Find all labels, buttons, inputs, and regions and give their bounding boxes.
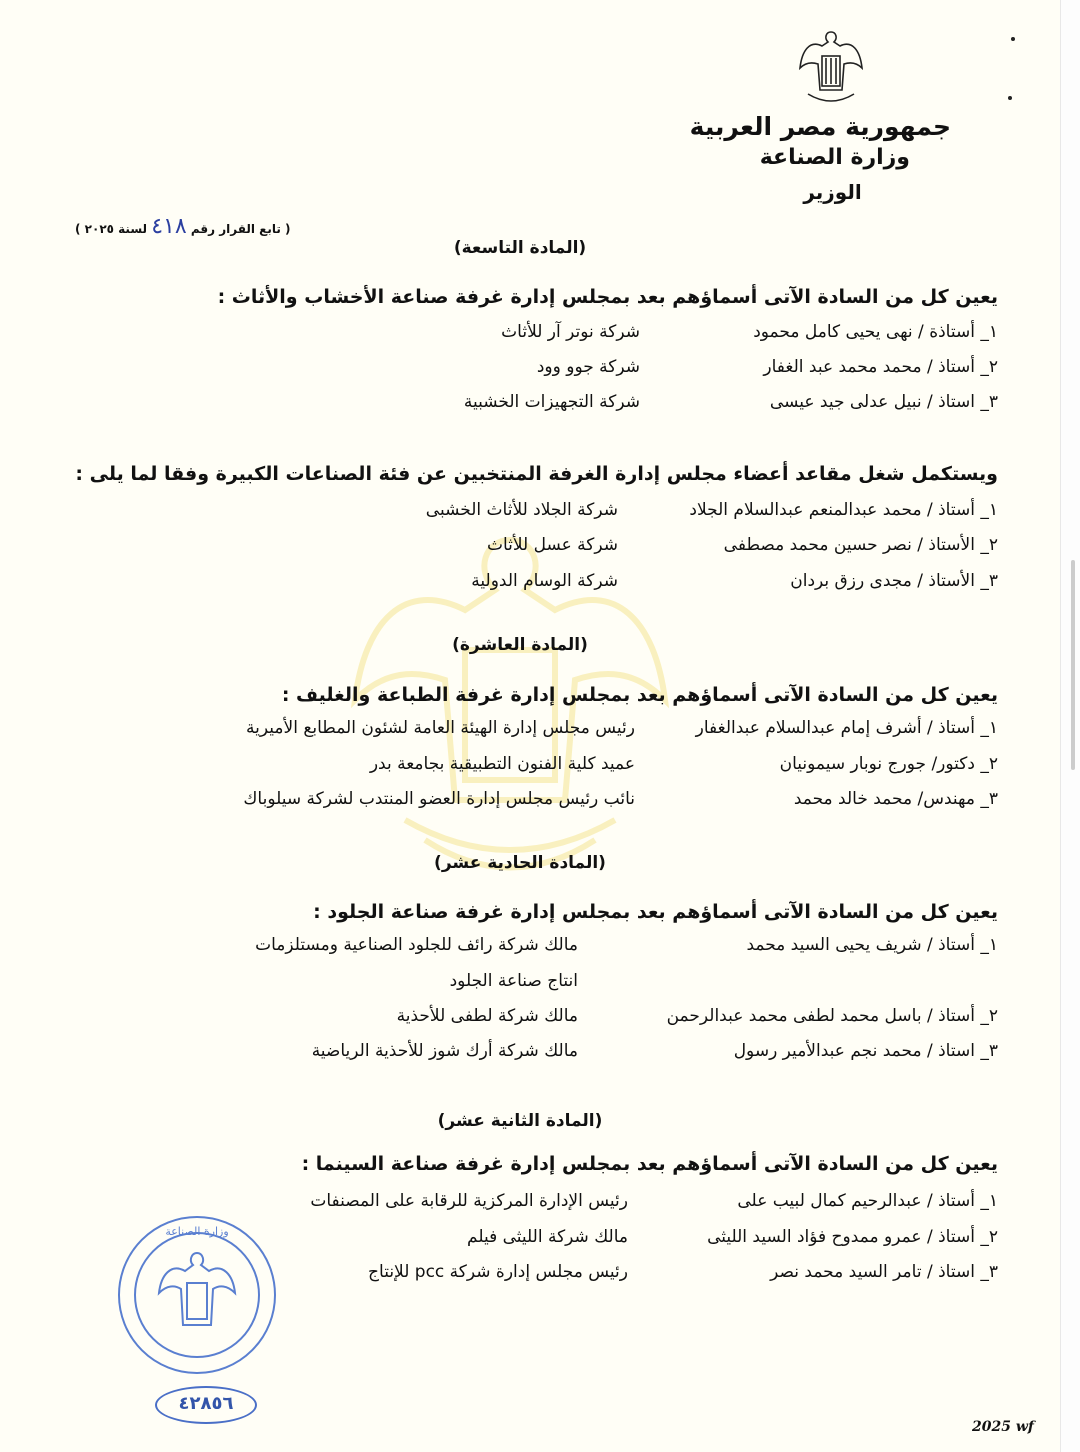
article-intro: ويستكمل شغل مقاعد أعضاء مجلس إدارة الغرفة المنتخبين عن فئة الصناعات الكبيرة وفقا لما يلى :: [75, 463, 998, 485]
member-role: نائب رئيس مجلس إدارة العضو المنتدب لشركة سيلوباك: [243, 789, 635, 809]
reference-suffix: لسنة ٢٠٢٥ ): [75, 222, 148, 236]
footer-mark: 2025 wf: [972, 1419, 1034, 1435]
member-name: ١_ أستاذة / نهى يحيى كامل محمود: [753, 322, 998, 342]
member-role: عميد كلية الفنون التطبيقية بجامعة بدر: [369, 754, 635, 774]
member-role: شركة التجهيزات الخشبية: [463, 392, 640, 412]
article-heading: (المادة الحادية عشر): [434, 853, 606, 873]
member-role: رئيس مجلس إدارة شركة pcc للإنتاج: [368, 1262, 628, 1282]
member-role: مالك شركة رائف للجلود الصناعية ومستلزمات: [255, 935, 578, 955]
article-intro: يعين كل من السادة الآتى أسماؤهم بعد بمجلس إدارة غرفة صناعة الجلود :: [313, 901, 998, 923]
svg-text:وزارة الصناعة: وزارة الصناعة: [165, 1225, 229, 1238]
member-role: رئيس مجلس إدارة الهيئة العامة لشئون المطابع الأميرية: [246, 718, 635, 738]
eagle-emblem: [798, 28, 864, 108]
article-intro: يعين كل من السادة الآتى أسماؤهم بعد بمجلس إدارة غرفة الطباعة والغليف :: [281, 684, 998, 706]
member-role: رئيس الإدارة المركزية للرقابة على المصنفات: [310, 1191, 628, 1211]
page-edge: [1060, 0, 1080, 1452]
article-intro: يعين كل من السادة الآتى أسماؤهم بعد بمجلس إدارة غرفة صناعة الأخشاب والأثاث :: [217, 286, 998, 308]
country-name: جمهورية مصر العربية: [689, 112, 951, 141]
member-name: ١_ أستاذ / شريف يحيى السيد محمد: [746, 935, 998, 955]
scan-speck: [1011, 37, 1015, 41]
member-role: شركة الوسام الدولية: [471, 571, 618, 591]
member-role: شركة نوتر آر للأثاث: [501, 322, 640, 342]
scan-speck: [1008, 96, 1012, 100]
member-name: ١_ أستاذ / عبدالرحيم كمال لبيب على: [737, 1191, 998, 1211]
member-name: ٢_ أستاذ / باسل محمد لطفى محمد عبدالرحمن: [666, 1006, 998, 1026]
member-name: ٣_ استاذ / محمد نجم عبدالأمير رسول: [733, 1041, 998, 1061]
member-role: انتاج صناعة الجلود: [449, 971, 578, 991]
article-heading: (المادة العاشرة): [452, 635, 588, 655]
member-name: ٣_ استاذ / تامر السيد محمد نصر: [770, 1262, 998, 1282]
member-name: ١_ أستاذ / أشرف إمام عبدالسلام عبدالغفار: [695, 718, 998, 738]
member-name: ٢_ دكتور/ جورج نوبار سيمونيان: [779, 754, 998, 774]
member-name: ٣_ مهندس/ محمد خالد محمد: [793, 789, 998, 809]
member-role: شركة جوو وود: [536, 357, 640, 377]
member-role: شركة عسل للأثاث: [486, 535, 618, 555]
decree-number-handwritten: ٤١٨: [151, 214, 187, 239]
member-role: مالك شركة الليثى فيلم: [467, 1227, 628, 1247]
registry-number-stamp: ٤٢٨٥٦: [155, 1386, 257, 1424]
member-name: ٣_ الأستاذ / مجدى رزق بردان: [790, 571, 998, 591]
member-role: مالك شركة لطفى للأحذية: [396, 1006, 578, 1026]
member-name: ١_ أستاذ / محمد عبدالمنعم عبدالسلام الجلاد: [689, 500, 998, 520]
reference-prefix: ( تابع القرار رقم: [190, 222, 291, 236]
member-role: شركة الجلاد للأثاث الخشبى: [425, 500, 618, 520]
member-name: ٢_ الأستاذ / نصر حسين محمد مصطفى: [723, 535, 998, 555]
decree-reference: [75, 214, 291, 239]
article-intro: يعين كل من السادة الآتى أسماؤهم بعد بمجلس إدارة غرفة صناعة السينما :: [301, 1153, 998, 1175]
ministry-name: وزارة الصناعة: [759, 145, 910, 170]
article-heading: (المادة الثانية عشر): [437, 1111, 603, 1131]
ministry-seal: [113, 1213, 281, 1378]
scrollbar[interactable]: [1071, 560, 1075, 770]
member-name: ٢_ أستاذ / عمرو ممدوح فؤاد السيد الليثى: [707, 1227, 998, 1247]
member-name: ٣_ استاذ / نبيل عدلى جيد عيسى: [769, 392, 998, 412]
member-role: مالك شركة أرك شوز للأحذية الرياضية: [311, 1041, 578, 1061]
member-name: ٢_ أستاذ / محمد محمد عبد الغفار: [763, 357, 998, 377]
minister-office: الوزير: [803, 180, 862, 204]
article-heading: (المادة التاسعة): [453, 238, 587, 258]
